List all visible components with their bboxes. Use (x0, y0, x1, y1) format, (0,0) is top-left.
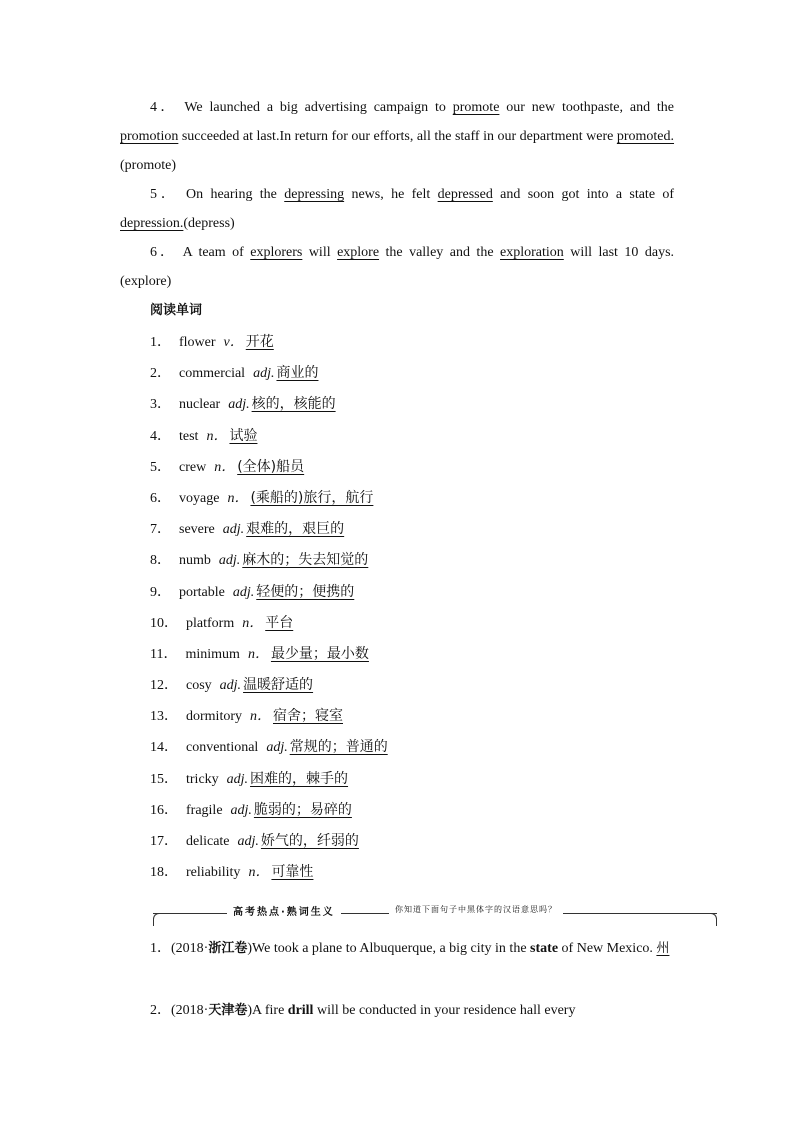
vocab-number: 12． (150, 678, 178, 694)
vocab-number: 2． (150, 366, 171, 382)
vocab-item (150, 514, 570, 545)
sentence-text: our new toothpaste, and the (506, 100, 675, 115)
vocab-meaning: 平台 (265, 614, 294, 631)
vocab-meaning: 开花 (245, 334, 274, 350)
vocab-meaning: 娇气的，纤弱的 (260, 833, 359, 849)
vocab-word: tricky (186, 771, 219, 787)
answer-blank: exploration (500, 245, 564, 260)
vocab-item (150, 327, 570, 358)
hot-example-1 (120, 933, 674, 964)
vocab-word: crew (179, 459, 207, 475)
exercise-number: 4． (150, 100, 178, 115)
hot-example-2 (120, 995, 674, 1026)
base-word: (depress) (183, 216, 235, 231)
vocab-item (150, 670, 570, 701)
example-number: 1． (150, 941, 171, 956)
vocab-word: delicate (186, 834, 230, 849)
vocab-number: 10． (150, 615, 178, 631)
sentence-text: will (308, 245, 331, 260)
vocab-item (150, 764, 570, 795)
sentence-text: We took a plane to Albuquerque, a big city in the (252, 941, 531, 956)
source-prefix: (2018· (171, 1003, 209, 1018)
exercise-5 (120, 180, 674, 238)
vocab-pos: adj. (232, 584, 255, 600)
vocab-word: cosy (186, 678, 212, 694)
vocab-pos: adj. (228, 397, 250, 413)
vocab-meaning: (乘船的)旅行，航行 (250, 489, 374, 506)
vocab-meaning: 困难的，棘手的 (250, 770, 349, 787)
vocab-word: minimum (185, 646, 240, 662)
section-banner (153, 899, 717, 927)
exam-source: 天津卷 (208, 1003, 248, 1018)
vocab-pos: n． (248, 865, 270, 881)
highlighted-word: drill (287, 1003, 314, 1018)
vocab-pos: n． (247, 646, 269, 662)
sentence-text: We launched a big advertising campaign to (184, 100, 446, 115)
vocab-word: severe (179, 522, 215, 538)
vocab-item (150, 483, 570, 514)
exam-source: 浙江卷 (208, 941, 248, 956)
example-number: 2． (150, 1003, 171, 1018)
exercise-6 (120, 238, 674, 296)
vocab-item (150, 358, 570, 389)
banner-hint: 你知道下面句子中黑体字的汉语意思吗？ (389, 904, 563, 915)
section-title-reading-words: 阅读单词 (150, 303, 203, 318)
banner-left-hook (153, 913, 160, 926)
sentence-text: the valley and the (385, 245, 494, 260)
vocab-pos: n． (250, 709, 271, 725)
vocab-pos: n． (206, 428, 228, 444)
vocab-meaning: (全体)船员 (237, 458, 305, 475)
vocab-item (150, 826, 570, 857)
answer-blank: explore (337, 245, 380, 260)
vocab-pos: adj. (219, 678, 242, 694)
sentence-text: of New Mexico. (558, 941, 657, 956)
vocab-number: 11． (150, 646, 178, 662)
vocab-meaning: 核的，核能的 (251, 396, 336, 413)
sentence-text: A team of (182, 245, 244, 260)
vocab-word: test (179, 428, 199, 444)
vocab-pos: adj. (237, 834, 259, 849)
answer-blank: promotion (120, 129, 179, 144)
vocab-number: 4． (150, 428, 171, 444)
vocab-meaning: 轻便的；便携的 (256, 583, 355, 600)
vocab-meaning: 最少量；最小数 (270, 645, 369, 662)
vocab-item (150, 421, 570, 452)
vocab-pos: n． (227, 490, 249, 506)
sentence-text: succeeded at last.In return for our efforts, all the staff in our department were (181, 129, 614, 144)
vocab-item (150, 452, 570, 483)
exercise-4 (120, 93, 674, 180)
sentence-text: A fire (252, 1003, 288, 1018)
vocab-word: reliability (186, 865, 241, 881)
vocab-item (150, 389, 570, 420)
vocab-word: conventional (186, 740, 259, 756)
source-suffix: ) (247, 941, 253, 956)
exercise-number: 5． (150, 187, 179, 202)
vocab-meaning: 试验 (229, 427, 258, 444)
sentence-text: will be conducted in your residence hall every (313, 1003, 576, 1018)
source-prefix: (2018· (171, 941, 209, 956)
answer-blank: promote (452, 100, 500, 115)
vocab-pos: n． (214, 459, 236, 475)
vocab-number: 15． (150, 771, 178, 787)
source-suffix: ) (247, 1003, 253, 1018)
vocab-meaning: 宿舍；寝室 (273, 708, 343, 725)
vocab-item (150, 608, 570, 639)
answer-blank: explorers (250, 245, 303, 260)
vocab-pos: adj. (266, 740, 288, 756)
highlighted-word: state (530, 941, 559, 956)
vocab-number: 3． (150, 397, 171, 413)
vocab-number: 8． (150, 553, 171, 569)
vocab-item (150, 639, 570, 670)
vocab-pos: adj. (218, 553, 241, 569)
vocab-number: 9． (150, 584, 171, 600)
vocab-meaning: 脆弱的；易碎的 (253, 801, 352, 818)
vocab-number: 6． (150, 490, 171, 506)
vocab-number: 18． (150, 865, 178, 881)
vocab-item (150, 701, 570, 732)
base-word: (promote) (120, 158, 176, 173)
vocab-item (150, 577, 570, 608)
vocab-pos: adj. (230, 802, 252, 818)
vocab-pos: adj. (222, 522, 245, 538)
banner-right-hook (710, 913, 717, 926)
vocab-item (150, 732, 570, 763)
vocab-number: 5． (150, 459, 171, 475)
vocab-number: 13． (150, 709, 178, 725)
vocab-word: portable (179, 584, 225, 600)
answer-blank: 州 (656, 941, 670, 956)
banner-title: 高考热点·熟词生义 (227, 903, 341, 918)
answer-blank: depressed (437, 187, 493, 202)
answer-blank: depressing (284, 187, 345, 202)
vocab-pos: adj. (226, 771, 249, 787)
vocab-word: fragile (186, 802, 223, 818)
vocab-meaning: 商业的 (276, 365, 319, 382)
answer-blank: depression. (120, 216, 184, 231)
sentence-text: news, he felt (351, 187, 431, 202)
vocab-pos: n． (242, 615, 264, 631)
answer-blank: promoted. (616, 129, 675, 144)
vocab-item (150, 857, 570, 888)
vocab-number: 17． (150, 834, 178, 849)
vocab-number: 7． (150, 522, 171, 538)
vocab-item (150, 795, 570, 826)
vocab-word: commercial (179, 366, 246, 382)
vocab-word: nuclear (179, 397, 221, 413)
vocab-word: flower (179, 335, 216, 350)
vocab-list (150, 327, 570, 888)
sentence-text: and soon got into a state of (500, 187, 675, 202)
vocab-number: 16． (150, 802, 178, 818)
vocab-meaning: 艰难的，艰巨的 (246, 521, 345, 538)
exercise-number: 6． (150, 245, 177, 260)
vocab-item (150, 545, 570, 576)
vocab-pos: adj. (253, 366, 275, 382)
vocab-word: dormitory (186, 709, 242, 725)
vocab-word: voyage (179, 490, 220, 506)
vocab-meaning: 温暖舒适的 (243, 677, 314, 694)
vocab-word: numb (179, 553, 211, 569)
vocab-pos: v． (223, 335, 244, 350)
vocab-meaning: 麻木的；失去知觉的 (242, 552, 369, 569)
vocab-number: 1． (150, 335, 171, 350)
sentence-text: will last 10 days.(explore) (120, 245, 675, 289)
vocab-meaning: 可靠性 (271, 864, 314, 881)
vocab-meaning: 常规的；普通的 (289, 739, 388, 756)
vocab-number: 14． (150, 740, 178, 756)
vocab-word: platform (186, 615, 235, 631)
sentence-text: On hearing the (186, 187, 277, 202)
